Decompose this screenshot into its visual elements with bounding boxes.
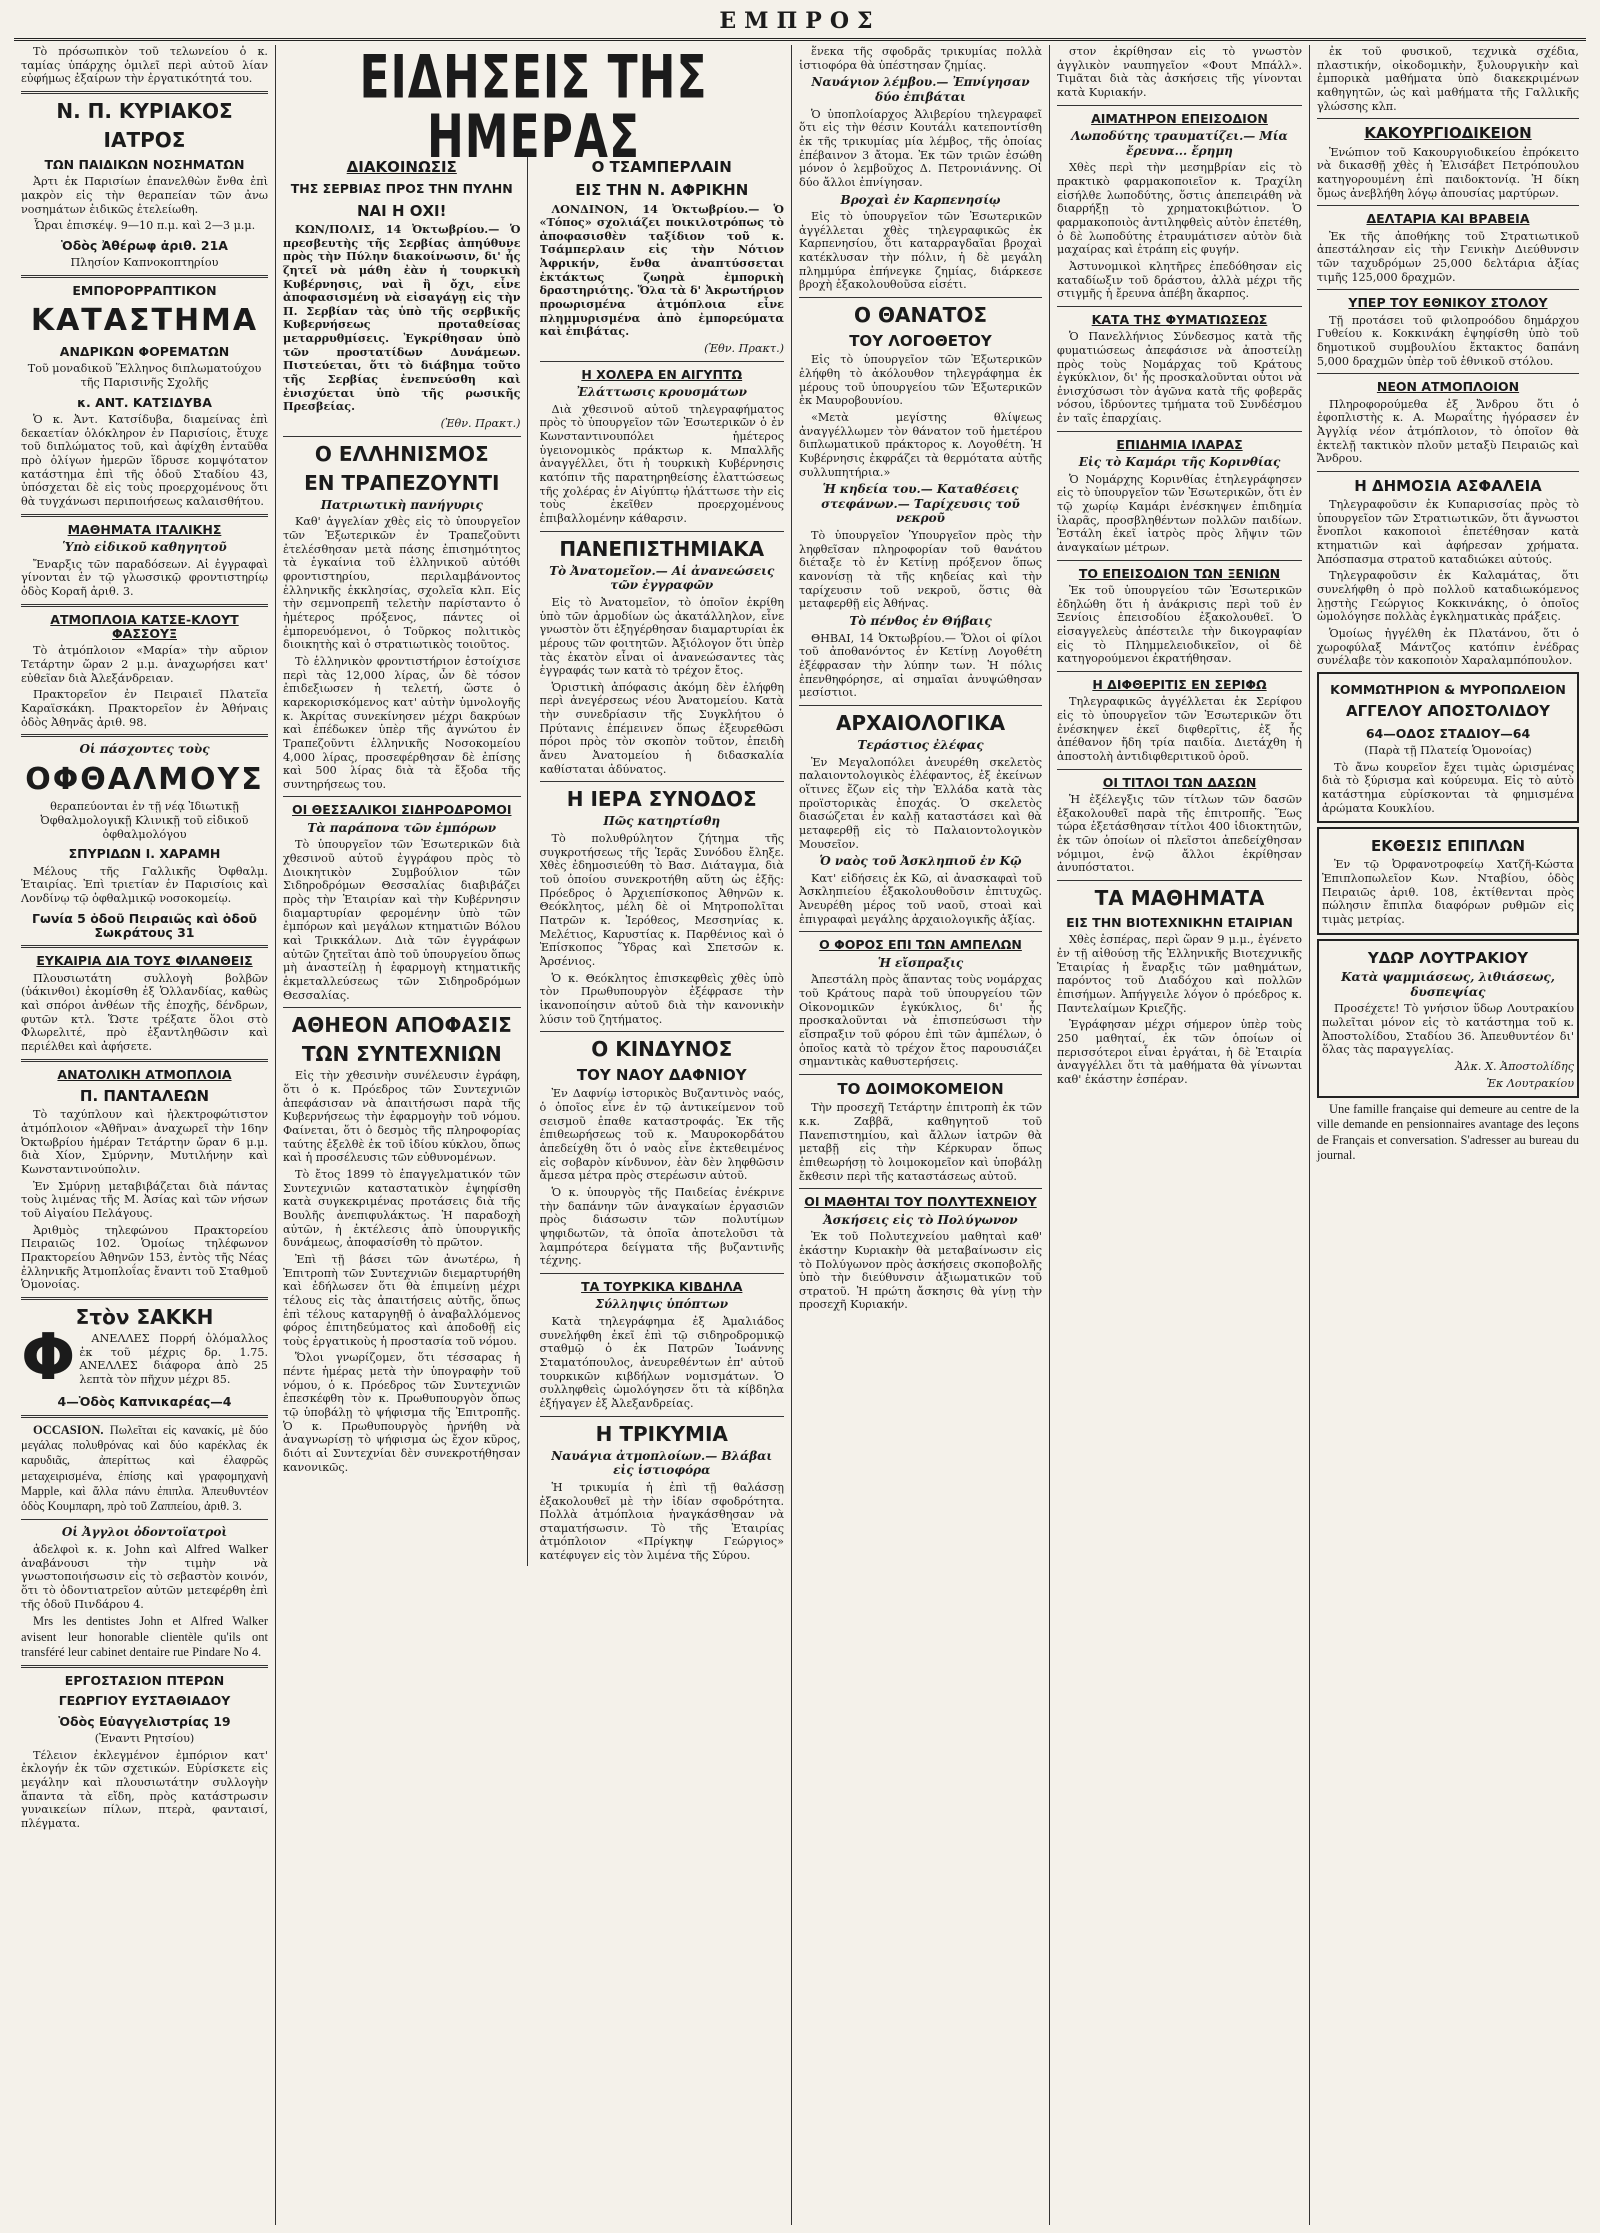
fanel-block	[21, 1320, 268, 1395]
hell-body: Καθ' ἀγγελίαν χθὲς εἰς τὸ ὑπουργεῖον τῶν Ἐξωτερικῶν ἐν Τραπεζοῦντι ἐτελέσθησαν μετὰ πάσης ἐπισημότητος τὰ ἐγκαίνια τοῦ ἑλληνικοῦ αὐτόθι φροντιστηρίου, περιλαμβάνοντος ἑλληνικῆς ἐκκλησίας, σχολεῖα κλπ. Εἰς τὴν σεμνοπρεπῆ τελετὴν παρίσταντο ὁ ἡμέτερος πρόξενος, πάντες οἱ ἐμπορευόμενοι, ὁ Τοῦρκος πολιτικὸς διοικητὴς καὶ ὁ στρατιωτικὸς τοιοῦτος.	[283, 515, 521, 652]
water-signature: Ἀλκ. Χ. Ἀποστολίδης	[1455, 1059, 1574, 1073]
divider	[1057, 431, 1302, 432]
dia-credit: (Ἐθν. Πρακτ.)	[440, 417, 521, 431]
kib-kicker: Σύλληψις ὑπόπτων	[595, 1297, 729, 1312]
divider	[283, 436, 521, 437]
divider	[1057, 105, 1302, 106]
eye-address: Γωνία 5 ὁδοῦ Πειραιῶς καὶ ὁδοῦ Σωκράτους 31	[32, 910, 257, 940]
kyriakos-title: ΙΑΤΡΟΣ	[103, 127, 186, 152]
columns-grid	[14, 45, 1586, 2225]
column-6	[1310, 45, 1586, 2225]
diph-head: Η ΔΙΦΘΕΡΙΤΙΣ ΕΝ ΣΕΡΙΦΩ	[1092, 677, 1267, 693]
wreck-kicker: Ναυάγιον λέμβου.— Ἐπνίγησαν δύο ἐπιβάται	[811, 75, 1030, 104]
asc-kicker: Ὁ ναὸς τοῦ Ἀσκληπιοῦ ἐν Κῷ	[819, 854, 1022, 869]
funeral-kicker: Ἡ κηδεία του.— Καταθέσεις στεφάνων.— Ταρίχευσις τοῦ νεκροῦ	[821, 482, 1020, 526]
court-body: Ἐνώπιον τοῦ Κακουργιοδικείου ἐπρόκειτο νὰ δικασθῇ χθὲς ἡ Ἐλισάβετ Πετρόπουλου κατηγορουμένη ἐπὶ παιδοκτονίᾳ. Ἡ δίκη ὅμως ἀνεβλήθη λόγῳ ἀπουσίας μαρτύρων.	[1317, 145, 1579, 200]
forest-head: ΟΙ ΤΙΤΛΟΙ ΤΩΝ ΔΑΣΩΝ	[1102, 774, 1257, 790]
fever-head: ΕΠΙΔΗΜΙΑ ΙΛΑΡΑΣ	[1116, 436, 1243, 452]
eye-lead: Οἱ πάσχοντες τοὺς	[79, 742, 210, 757]
tric-kicker: Ναυάγια ἀτμοπλοίων.— Βλάβαι εἰς ἱστιοφόρα	[551, 1448, 773, 1478]
ship-body: Τὸ ἀτμόπλοιον «Μαρία» τὴν αὔριον Τετάρτην ὥραν 2 μ.μ. ἀναχωρήσει κατ' εὐθεῖαν διὰ Ἀλεξάνδρειαν.	[21, 644, 268, 685]
col4-lead: ἕνεκα τῆς σφοδρᾶς τρικυμίας πολλὰ ἱστιοφόρα θὰ ὑπέστησαν ζημίας.	[799, 45, 1042, 72]
sec-body3: Ὁμοίως ἠγγέλθη ἐκ Πλατάνου, ὅτι ὁ χωροφύλαξ Μάντζος κατόπιν ἐνέδρας συνέλαβε τὸν κακοποιὸν Χαραλαμπόπουλον.	[1317, 626, 1579, 668]
daf-body: Ἐν Δαφνίῳ ἱστορικὸς Βυζαντινὸς ναός, ὁ ὁποῖος εἶνε ἐν τῷ ἀντικείμενον τοῦ σεισμοῦ ἐπαθε καταστροφάς. Ἐκ τῆς ἐπιθεωρήσεως τοῦ κ. Μαυροκορδάτου ἀπεδείχθη ὅτι ὁ ναὸς εἶνε ἐκτεθειμένος εἰς σοβαρὸν κίνδυνον, ἐὰν δὲν ληφθῶσιν ἄμεσα μέτρα πρὸς στερέωσιν αὐτοῦ.	[539, 1087, 784, 1183]
death-head1: Ο ΘΑΝΑΤΟΣ	[854, 303, 987, 328]
shop-head1: ΚΟΜΜΩΤΗΡΙΟΝ & ΜΥΡΟΠΩΛΕΙΟΝ	[1330, 681, 1566, 697]
math-head1: ΤΑ ΜΑΘΗΜΑΤΑ	[1094, 886, 1265, 910]
poly-kicker: Ἀσκήσεις εἰς τὸ Πολύγωνον	[823, 1212, 1018, 1227]
bulbs-header: ΕΥΚΑΙΡΙΑ ΔΙΑ ΤΟΥΣ ΦΙΛΑΝΘΕΙΣ	[36, 953, 253, 969]
emp-body: Ὁ κ. Ἀντ. Κατσίδυβα, διαμείνας ἐπὶ δεκαετίαν ὁλόκληρον ἐν Παρισίοις, ἔτυχε τοῦ διπλώματος τοῦ, καὶ ἀφίχθη ἐνταῦθα πρὸ ὀλίγων ἡμερῶν ἵδρυσε κομψότατον κατάστημα ἐπὶ τῆς ὁδοῦ Σταδίου 43, ὑπόσχεται δὲ εἰς τοὺς προερχομένους ὅτι θὰ τυγχάνωσι περιποιήσεως καλαισθήτου.	[21, 412, 268, 508]
xen-head: ΤΟ ΕΠΕΙΣΟΔΙΟΝ ΤΩΝ ΞΕΝΙΩΝ	[1078, 565, 1281, 581]
exp-ad	[1317, 827, 1579, 935]
divider	[540, 1416, 785, 1417]
dia-body: ΚΩΝ/ΠΟΛΙΣ, 14 Ὀκτωβρίου.— Ὁ πρεσβευτὴς τῆς Σερβίας ἀπηύθυνε πρὸς τὴν Πύλην διακοίνωσιν, δι' ἧς ζητεῖ νὰ μάθη ἐὰν ἡ τουρκικὴ Κυβέρνησις, ναὶ ἢ ὄχι, εἶνε ἀποφασισμένη νὰ εἰσαγάγῃ εἰς τὴν Π. Σερβίαν τὰς ὑπὸ τῆς σερβικῆς Κυβερνήσεως προταθείσας μεταρρυθμίσεις. Ἐγκρίθησαν ὑπὸ τῶν προστατίδων Δυνάμεων. Πιστεύεται, ὅτι τὸ διάβημα τοῦτο τῆς Σερβίας ἐνεπνεύσθη καὶ ἐνισχύεται ὑπὸ τῆς ρωσικῆς Πρεσβείας.	[283, 221, 521, 414]
arch-kicker: Τεράστιος ἐλέφας	[857, 737, 984, 752]
decis-body2: Τὸ ἔτος 1899 τὸ ἐπαγγελματικόν τῶν Συντεχνιῶν καταστατικὸν ἐψηφίσθη κατὰ συγκεκριμένας προτάσεις διὰ τῆς Βουλῆς ἀνεπιφυλάκτως. Ἡ παραδοχὴ αὐτῶν, ἡ ἐκτέλεσις ἀπὸ ὑπουργικῆς δυνάμεως, ἀποφασίσθη τὸ πρῶτον.	[283, 1167, 521, 1250]
dia-head3: ΝΑΙ Η ΟΧΙ!	[357, 201, 447, 220]
decis-body4: Ὅλοι γνωρίζομεν, ὅτι τέσσαρας ἡ πέντε ἡμέρας μετὰ τὴν ὑπογραφὴν τοῦ νόμου, ὁ κ. Πρόεδρος τῶν Συντεχνιῶν ἐπεσκέφθη τὸν κ. Πρωθυπουργὸν ὅπως τῷ ὑποβάλῃ τὸ ψήφισμα τῆς Ἐπιτροπῆς. Ὁ κ. Πρωθυπουργὸς ἠρνήθη νὰ ἀναγνωρίσῃ τὸ ψήφισμα ὡς ἔχον κῦρος, διότι αἱ Συντεχνίαι δὲν συνεκροτήθησαν κανονικῶς.	[283, 1351, 521, 1474]
math-body: Χθὲς ἑσπέρας, περὶ ὥραν 9 μ.μ., ἐγένετο ἐν τῇ αἰθούσῃ τῆς Ἑλληνικῆς Βιοτεχνικῆς Ἑταιρίας ἡ ἔναρξις τῶν μαθημάτων, παρόντος τοῦ Διαδόχου καὶ πολλῶν ἐπισήμων. Ἀπήγγειλε λόγον ὁ πρόεδρος κ. Παντελαίμων Κριεζῆς.	[1057, 933, 1302, 1015]
tax-body: Ἀπεστάλη πρὸς ἅπαντας τοὺς νομάρχας τοῦ Κράτους παρὰ τοῦ ὑπουργείου τῶν Οἰκονομικῶν ἐγκύκλιος, δι' ἧς προσκαλοῦνται νὰ ἐπισπεύσωσι τὴν εἴσπραξιν τοῦ φόρου ἐπὶ τῶν ἀμπέλων, ὁ ὁποῖος κατὰ τὸ τρέχον ἔτος παρουσιάζει σημαντικὰς καθυστερήσεις.	[799, 973, 1042, 1069]
fever-body: Ὁ Νομάρχης Κορινθίας ἐτηλεγράφησεν εἰς τὸ ὑπουργεῖον τῶν Ἐσωτερικῶν, ὅτι ἐν τῷ χωρίῳ Καμάρι ἐνέσκηψεν ἐπιδημία ἱλαρᾶς, προσβληθέντων πολλῶν παιδίων. Ἐστάλη ἐκεῖ ἰατρὸς πρὸς λῆψιν τῶν ἀναγκαίων μέτρων.	[1057, 472, 1302, 555]
emp-owner: κ. ΑΝΤ. ΚΑΤΣΙΔΥΒΑ	[77, 394, 212, 410]
shop-head2: ΑΓΓΕΛΟΥ ΑΠΟΣΤΟΛΙΔΟΥ	[1346, 702, 1550, 721]
math-header: ΜΑΘΗΜΑΤΑ ΙΤΑΛΙΚΗΣ	[67, 521, 222, 537]
tsamb-credit: (Ἐθν. Πρακτ.)	[704, 342, 784, 356]
sec-body: Τηλεγραφοῦσιν ἐκ Κυπαρισσίας πρὸς τὸ ὑπουργεῖον τῶν Στρατιωτικῶν, ὅτι ἄγνωστοι ἔνοπλοι κακοποιοὶ ἐπετέθησαν κατὰ κτηματιῶν καὶ ἀφήρεσαν χρήματα. Ἀπόσπασμα στρατοῦ καταδιώκει αὐτούς.	[1317, 498, 1579, 566]
big-initial-phi: Φ	[21, 1320, 76, 1395]
wreck-body: Ὁ ὑποπλοίαρχος Ἀλιβερίου τηλεγραφεῖ ὅτι εἰς τὴν θέσιν Κουτάλι κατεποντίσθη ἐκ τῆς τρικυμίας μία λέμβος, τῆς ὁποίας ἐπέβαινον 3 ἄτομα. Ἐκ τῶν τριῶν ἐσώθη μόνον ὁ λεμβοῦχος Δ. Πετρονιάννης. Οἱ δύο ἄλλοι ἐπνίγησαν.	[799, 107, 1042, 189]
decis-head1: ΑΘΗΕΟΝ ΑΠΟΦΑΣΙΣ	[291, 1013, 512, 1038]
eye-title: ΟΦΘΑΛΜΟΥΣ	[25, 761, 264, 797]
divider	[1057, 880, 1302, 881]
navy-body: Τῇ προτάσει τοῦ φιλοπροόδου δημάρχου Γυθείου κ. Κοκκινάκη ἐψηφίσθη ὑπὸ τοῦ δημοτικοῦ συμβουλίου ἔκτακτος δαπάνη 5,000 δραχμῶν ὑπὲρ τοῦ ἐθνικοῦ στόλου.	[1317, 313, 1579, 368]
dia-head1: ΔΙΑΚΟΙΝΩΣΙΣ	[346, 158, 457, 176]
anat-owner: Π. ΠΑΝΤΑΛΕΩΝ	[79, 1087, 210, 1106]
anat-header: ΑΝΑΤΟΛΙΚΗ ΑΤΜΟΠΛΟΙΑ	[57, 1066, 232, 1082]
fanel-body: ΑΝΕΛΛΕΣ Πορρή ὀλόμαλλος ἐκ τοῦ μέχρις δρ. 1.75. ΑΝΕΛΛΕΣ διάφορα ἀπὸ 25 λεπτὰ τὸν πῆχυν μέχρι 85.	[79, 1331, 268, 1386]
fever-kicker: Εἰς τὸ Καμάρι τῆς Κορινθίας	[1078, 455, 1281, 470]
syn-kicker: Πῶς κατηρτίσθη	[603, 814, 721, 829]
daf-head2: ΤΟΥ ΝΑΟΥ ΔΑΦΝΙΟΥ	[576, 1066, 747, 1085]
decis-head2: ΤΩΝ ΣΥΝΤΕΧΝΙΩΝ	[301, 1042, 502, 1067]
dia-head2: ΤΗΣ ΣΕΡΒΙΑΣ ΠΡΟΣ ΤΗΝ ΠΥΛΗΝ	[290, 181, 513, 197]
death-body: Εἰς τὸ ὑπουργεῖον τῶν Ἐξωτερικῶν ἐλήφθη τὸ ἀκόλουθον τηλεγράφημα ἐκ μέρους τοῦ ὑπουργείου τῶν Ἐξωτερικῶν ἐκ Μαυροβουνίου.	[799, 353, 1042, 408]
tb-body: Ὁ Πανελλήνιος Σύνδεσμος κατὰ τῆς φυματιώσεως ἀπεφάσισε νὰ ἀποστείλῃ πρὸς τοὺς Νομάρχας τοῦ Κράτους ἐγκύκλιον, δι' ἧς προσκαλοῦνται οὗτοι νὰ ἐνισχύσωσι τὸν ἀγῶνα κατὰ τῆς φοβερᾶς νόσου, ἱδρύοντες τμήματα τοῦ Συνδέσμου ἐν ταῖς ἐπαρχίαις.	[1057, 330, 1302, 426]
blood-head: ΑΙΜΑΤΗΡΟΝ ΕΠΕΙΣΟΔΙΟΝ	[1091, 110, 1268, 126]
syn-body: Τὸ πολυθρύλητον ζήτημα τῆς συγκροτήσεως τῆς Ἱερᾶς Συνόδου ἔληξε. Χθὲς ἐδημοσιεύθη τὸ Βασ. Διάταγμα, διὰ τοῦ ὁποίου συνεκροτήθη αὕτη ὡς ἑξῆς: Πρόεδρος ὁ Ἀρχιεπίσκοπος Ἀθηνῶν κ. Θεόκλητος, μέλη δὲ οἱ Μητροπολῖται Πατρῶν κ. Ἱερόθεος, Μεσσηνίας κ. Μελέτιος, Καρυστίας κ. Παρθένιος καὶ ὁ Ἐπίσκοπος Ὕδρας καὶ Σπετσῶν κ. Ἀρσένιος.	[539, 832, 784, 968]
eye-sub: θεραπεύονται ἐν τῇ νέᾳ Ἰδιωτικῇ Ὀφθαλμολογικῇ Κλινικῇ τοῦ εἰδικοῦ ὀφθαλμολόγου	[40, 800, 249, 841]
divider	[799, 1074, 1042, 1075]
daf-body2: Ὁ κ. ὑπουργὸς τῆς Παιδείας ἐνέκρινε τὴν δαπάνην τῶν ἀναγκαίων ἐργασιῶν πρὸς διάσωσιν τῶν πολυτίμων ψηφιδωτῶν, τὰ ὁποῖα ἀποτελοῦσι τὰ λαμπρότερα δείγματα τῆς βυζαντινῆς τέχνης.	[539, 1186, 784, 1268]
chol-head: Η ΧΟΛΕΡΑ ΕΝ ΑΙΓΥΠΤΩ	[581, 366, 743, 382]
ship-header: ΑΤΜΟΠΛΟΙΑ ΚΑΤΣΕ-ΚΛΟΥΤ ΦΑΣΣΟΥΞ	[50, 611, 239, 641]
daf-head1: Ο ΚΙΝΔΥΝΟΣ	[591, 1037, 733, 1062]
column-4	[792, 45, 1050, 2225]
asc-body: Κατ' εἰδήσεις ἐκ Κῶ, αἱ ἀνασκαφαὶ τοῦ Ἀσκληπιείου ἐξακολουθοῦσιν ἐπιτυχῶς. Ἀνευρέθη μέρος τοῦ ναοῦ, στοαὶ καὶ ἐπιγραφαὶ μεγάλης ἀρχαιολογικῆς ἀξίας.	[799, 871, 1042, 926]
kib-head: ΤΑ ΤΟΥΡΚΙΚΑ ΚΙΒΔΗΛΑ	[581, 1279, 743, 1294]
univ-head: ΠΑΝΕΠΙΣΤΗΜΙΑΚΑ	[559, 536, 765, 561]
kib-body: Κατὰ τηλεγράφημα ἐξ Ἀμαλιάδος συνελήφθη ἐκεῖ ἐπὶ τῷ σιδηροδρομικῷ σταθμῷ ὁ ἐκ Πατρῶν Ἰωάννης Σταματόπουλος, ἀνευρεθέντων ἐπ' αὐτοῦ τουρκικῶν κιβδήλων νομισμάτων. Ὁ συλληφθεὶς ὡμολόγησεν ὅτι τὰ κίβδηλα ἐξήγαγεν ἐξ Ἀλεξανδρείας.	[539, 1315, 784, 1410]
eye-doctor: ΣΠΥΡΙΔΩΝ Ι. ΧΑΡΑΜΗ	[68, 846, 221, 862]
loan-head: ΔΕΛΤΑΡΙΑ ΚΑΙ ΒΡΑΒΕΙΑ	[1366, 211, 1530, 227]
hell-body2: Τὸ ἑλληνικὸν φροντιστήριον ἐστοίχισε περὶ τὰς 12,000 λίρας, ὧν δὲ τόσον ἐπιδεξιωσεν ἡ τελετή, ὥστε ὁ καρεκορισκόμενος κατ' αὐτὴν ὑμνολογῆς κ. Ἀκρίτας συνεκίνησεν μέχρι δακρύων καὶ ἐπέδωκεν ὑπὲρ τῆς ἀγνώτου ἐν Τραπεζοῦντι ἑλληνικῆς Νοσοκομείου 4,000 λίρας, προσεφέρθησαν δὲ ἐπίσης καὶ 500 λίρας διὰ τὰ ἔξοδα τῆς συντηρήσεως του.	[283, 654, 521, 791]
eye-body: Μέλους τῆς Γαλλικῆς Ὀφθαλμ. Ἑταιρίας. Ἐπὶ τριετίαν ἐν Παρισίοις καὶ Λονδίνῳ τῷ ὀφθαλμικῷ νοσοκομείῳ.	[21, 864, 268, 905]
divider	[21, 734, 268, 737]
forest-body: Ἡ ἐξέλεγξις τῶν τίτλων τῶν δασῶν ἐξακολουθεῖ παρὰ τῆς ἐπιτροπῆς. Ἕως τώρα ἐξετάσθησαν τίτλοι 400 ἰδιοκτητῶν, ἐκ τῶν ὁποίων οἱ πλεῖστοι ἀπεδείχθησαν νόμιμοι, ἐνῷ ἄλλοι ἐκρίθησαν ἀνυπόστατοι.	[1057, 793, 1302, 875]
anat-body: Τὸ ταχύπλουν καὶ ἠλεκτροφώτιστον ἀτμόπλοιον «Ἀθῆναι» ἀναχωρεῖ τὴν 16ην Ὀκτωβρίου ἡμέραν Τετάρτην ὥραν 6 μ.μ. διὰ Χίον, Σμύρνην, Μυτιλήνην καὶ Κωνσταντινούπολιν.	[21, 1108, 268, 1176]
divider	[540, 781, 785, 782]
feather-owner: ΓΕΩΡΓΙΟΥ ΕΥΣΤΑΘΙΑΔΟΥ	[58, 1693, 231, 1709]
fanel-address: 4—Ὁδὸς Καπνικαρέας—4	[57, 1394, 232, 1410]
feather-body: Τέλειον ἐκλεγμένον ἐμπόριον κατ' ἐκλογήν ἐκ τῶν σχετικών. Εὑρίσκετε εἰς μεγάλην καὶ πλουσιωτάτην συλλογὴν ἅπαντα τὰ εἴδη, πρὸς κατάστρωσιν γυναικείων πίλων, πτερὰ, φανταισί, πλέγματα.	[21, 1748, 268, 1831]
math-head2: ΕΙΣ ΤΗΝ ΒΙΟΤΕΧΝΙΚΗΝ ΕΤΑΙΡΙΑΝ	[1066, 915, 1293, 930]
kyriakos-sub: ΤΩΝ ΠΑΙΔΙΚΩΝ ΝΟΣΗΜΑΤΩΝ	[44, 156, 245, 172]
divider	[21, 91, 268, 94]
divider	[799, 931, 1042, 932]
occasion-head: OCCASION.	[33, 1422, 104, 1437]
col6-lead: ἐκ τοῦ φυσικοῦ, τεχνικὰ σχέδια, πλαστικήν, οἰκοδομικὴν, ξυλουργικὴν καὶ ἐμπορικὰ μαθήματα ὑπὸ διακεκριμένων καθηγητῶν, ὡς καὶ μαθήματα τῆς Γαλλικῆς γλώσσης κλπ.	[1317, 45, 1579, 113]
diph-body: Τηλεγραφικῶς ἀγγέλλεται ἐκ Σερίφου εἰς τὸ ὑπουργεῖον τῶν Ἐσωτερικῶν ὅτι ἐνέσκηψεν ἐκεῖ διφθερῖτις, ἐξ ἧς ἀπέθανον ἤδη τρία παιδία. Διετάχθη ἡ ἀποστολὴ ἀντιδιφθεριτικοῦ ὀροῦ.	[1057, 695, 1302, 764]
dent-body: ἀδελφοὶ κ. κ. John καὶ Alfred Walker ἀναβάνουσι τὴν τιμὴν νὰ γνωστοποιήσωσιν εἰς τὸ σεβαστὸν κοινόν, ὅτι τὸ ὀδοντιατρεῖον αὐτῶν μετεφέρθη ἐπὶ τῆς ὁδοῦ Πινδάρου 4.	[21, 1542, 268, 1611]
divider	[1317, 373, 1579, 374]
kyriakos-address: Ὁδὸς Ἀθέρωφ ἀριθ. 21Α	[61, 237, 228, 253]
bulbs-body: Πλουσιωτάτη συλλογὴ βολβῶν (ὑάκινθοι) ἐκομίσθη ἐξ Ὁλλανδίας, καθὼς καὶ σπόροι ἀνθέων τῆς ἐποχῆς, δένδρων, φυτῶν κτλ. Ὥστε τρέξατε ὅλοι στὸ Φλωρελιτέ, πρὸ ἐξαντληθῶσιν καὶ περιέλθει καὶ ἀφήσετε.	[21, 971, 268, 1054]
column-1	[14, 45, 276, 2225]
tric-head: Η ΤΡΙΚΥΜΙΑ	[595, 1421, 728, 1446]
dent-french: Mrs les dentistes John et Alfred Walker avisent leur honorable clientèle qu'ils ont transféré leur cabinet dentaire rue Pindare No 4.	[21, 1614, 268, 1659]
poly-body: Ἐκ τοῦ Πολυτεχνείου μαθηταὶ καθ' ἑκάστην Κυριακὴν θὰ μεταβαίνωσιν εἰς τὸ Πολύγωνον πρὸς ἀσκήσεις σκοποβολῆς ὑπὸ τὴν διεύθυνσιν ἀξιωματικῶν τοῦ στρατοῦ. Ἡ πρώτη ἄσκησις θὰ γίνῃ τὴν προσεχῆ Κυριακήν.	[799, 1230, 1042, 1312]
column-3	[540, 153, 785, 1566]
xen-body: Ἐκ τοῦ ὑπουργείου τῶν Ἐσωτερικῶν ἐδηλώθη ὅτι ἡ ἀνάκρισις περὶ τοῦ ἐν Ξενίοις ἐπεισοδίου ἐξακολουθεῖ. Ὁ εἰσαγγελεὺς ἀπέστειλε τὴν δικογραφίαν εἰς τὸ Πλημμελειοδικεῖον, οἱ δὲ κατηγορούμενοι ἐκρατήθησαν.	[1057, 584, 1302, 666]
math-body2: Ἐγράφησαν μέχρι σήμερον ὑπὲρ τοὺς 250 μαθηταί, ἐκ τῶν ὁποίων οἱ περισσότεροι εἶναι ἐργάται, ἡ δὲ Ἑταιρία ἀναγγέλλει ὅτι τὰ μαθήματα θὰ γίνωνται καθ' ἑκάστην ἑσπέραν.	[1057, 1018, 1302, 1086]
emp-header: ΕΜΠΟΡΟΡΡΑΠΤΙΚΟΝ	[72, 283, 217, 298]
arch-body: Ἐν Μεγαλοπόλει ἀνευρέθη σκελετὸς παλαιοντολογικὸς ἐλέφαντος, ἐξ ἐκείνων οἵτινες ἔζων εἰς τὴν Ἑλλάδα κατὰ τὰς προϊστορικὰς ἐποχάς. Ὁ σκελετὸς διασώζεται ἐν καλῇ καταστάσει καὶ θὰ μεταφερθῇ εἰς τὸ Παλαιοντολογικὸν Μουσεῖον.	[799, 755, 1042, 851]
col5-lead: στον ἐκρίθησαν εἰς τὸ γνωστὸν ἀγγλικὸν ναυπηγεῖον «Φουτ Μπάλλ». Τιμᾶται διὰ τὰς ἀσκήσεις τῆς γίνονται κατὰ Κυριακήν.	[1057, 45, 1302, 99]
court-head: ΚΑΚΟΥΡΓΙΟΔΙΚΕΙΟΝ	[1364, 124, 1532, 143]
divider	[1317, 118, 1579, 119]
hosp-body: Τὴν προσεχῆ Τετάρτην ἐπιτροπὴ ἐκ τῶν κ.κ. Ζαββᾶ, καθηγητοῦ τοῦ Πανεπιστημίου, καὶ ἄλλων ἰατρῶν θὰ μεταβῇ εἰς τὴν Κέρκυραν ὅπως ἐπιθεωρήσῃ τὸ λοιμοκομεῖον καὶ ὑποβάλῃ ἔκθεσιν περὶ τῆς καταστάσεως αὐτοῦ.	[799, 1101, 1042, 1183]
tsamb-head2: ΕΙΣ ΤΗΝ Ν. ΑΦΡΙΚΗΝ	[575, 181, 749, 200]
shop-near: (Παρὰ τῇ Πλατείᾳ Ὁμονοίας)	[1364, 743, 1532, 757]
chol-kicker: Ἐλάττωσις κρουσμάτων	[576, 385, 747, 400]
feather-header: ΕΡΓΟΣΤΑΣΙΟΝ ΠΤΕΡΩΝ	[64, 1673, 225, 1688]
divider	[283, 1007, 521, 1008]
ship-agents: Πρακτορεῖον ἐν Πειραιεῖ Πλατεῖα Καραϊσκάκη. Πρακτορεῖον ἐν Ἀθήναις ὁδὸς Ἀθηνᾶς ἀριθ. 98.	[21, 688, 268, 729]
mourn-body: ΘΗΒΑΙ, 14 Ὀκτωβρίου.— Ὅλοι οἱ φίλοι τοῦ ἀποθανόντος ἐν Κετίνῃ Λογοθέτη ἐξέφρασαν τὴν λύπην των. Ἡ πόλις ἐπενθηφόρησε, αἱ σημαῖαι ἀνυψώθησαν μεσίστιοι.	[799, 631, 1042, 700]
chol-body: Διὰ χθεσινοῦ αὐτοῦ τηλεγραφήματος πρὸς τὸ ὑπουργεῖον τῶν Ἐσωτερικῶν ὁ ἐν Κωνσταντινουπόλει ἡμέτερος ὑγειονομικὸς πράκτωρ κ. Μπαλλῆς ἀναγγέλλει, ὅτι ἡ τουρκικὴ Κυβέρνησις κατόπιν τῆς παρατηρηθείσης ἐλαττώσεως τῆς χολέρας ἐν Αἰγύπτῳ ἠλάττωσε τὴν εἰς τοὺς ἐκεῖθεν προερχομένους ἐπιβαλλομένην κάθαρσιν.	[539, 402, 784, 525]
divider	[21, 275, 268, 278]
decis-body3: Ἐπὶ τῇ βάσει τῶν ἀνωτέρω, ἡ Ἐπιτροπὴ τῶν Συντεχνιῶν διεμαρτυρήθη καὶ ἐδήλωσεν ὅτι θὰ ἐπιμείνῃ μέχρι τέλους εἰς τὰς ἀπαιτήσεις αὐτῆς, ὅπως ἐπὶ τέλους καταργηθῇ ὁ ἀναβαλλόμενος φόρος ἐπιτηδεύματος καὶ ἀποδοθῇ εἰς τοὺς ἐργατικοὺς ἡ προστασία τοῦ νόμου.	[283, 1252, 521, 1348]
univ-body2: Ὁριστικὴ ἀπόφασις ἀκόμη δὲν ἐλήφθη περὶ ἀνεγέρσεως νέου Ἀνατομείου. Κατὰ τὴν συνεδρίασιν τῆς Συγκλήτου ὁ Πρύτανις ἐπέμεινεν ὅπως ἐξευρεθῶσι πόροι πρὸς τὸν σκοπὸν τοῦτον, ἐπειδὴ ἄνευ Ἀνατομείου ἡ διδασκαλία καθίσταται ἀδύνατος.	[539, 680, 784, 776]
masthead: ΕΜΠΡΟΣ	[14, 8, 1586, 41]
arch-head: ΑΡΧΑΙΟΛΟΓΙΚΑ	[835, 710, 1006, 735]
divider	[1317, 471, 1579, 472]
divider	[21, 945, 268, 948]
ship-head: ΝΕΟΝ ΑΤΜΟΠΛΟΙΟΝ	[1376, 379, 1520, 395]
kyriakos-near: Πλησίον Καπνοκοπτηρίου	[70, 256, 219, 270]
water-body: Προσέχετε! Τὸ γνήσιον ὕδωρ Λουτρακίου πωλεῖται μόνον εἰς τὸ κατάστημα τοῦ κ. Ἀποστολίδου, Σταδίου 36. Ἀπευθυντέον δι' ὅλας τὰς παραγγελίας.	[1322, 1002, 1574, 1057]
sakki-lead: Στὸν	[75, 1304, 130, 1329]
water-signature2: Ἐκ Λουτρακίου	[1486, 1076, 1574, 1090]
kyriakos-hours: Ὧραι ἐπισκέψ. 9—10 π.μ. καὶ 2—3 μ.μ.	[33, 219, 256, 233]
ship-body: Πληροφορούμεθα ἐξ Ἄνδρου ὅτι ὁ ἐφοπλιστὴς κ. Α. Μωραΐτης ἠγόρασεν ἐν Ἀγγλίᾳ νέον ἀτμόπλοιον, τὸ ὁποῖον θὰ ἐκτελῇ τακτικὸν πλοῦν μεταξὺ Πειραιῶς καὶ Ἄνδρου.	[1317, 397, 1579, 466]
emp-sub2: Τοῦ μοναδικοῦ Ἕλληνος διπλωματούχου τῆς Παρισινῆς Σχολῆς	[27, 362, 262, 389]
hosp-head: ΤΟ ΔΟΙΜΟΚΟΜΕΙΟΝ	[837, 1080, 1004, 1098]
navy-head: ΥΠΕΡ ΤΟΥ ΕΘΝΙΚΟΥ ΣΤΟΛΟΥ	[1348, 295, 1548, 311]
tax-kicker: Ἡ εἴσπραξις	[877, 955, 964, 970]
divider	[540, 1273, 785, 1274]
divider	[799, 297, 1042, 298]
sec-body2: Τηλεγραφοῦσιν ἐκ Καλαμάτας, ὅτι συνελήφθη ὁ πρὸ πολλοῦ καταδιωκόμενος λῃστὴς Γεώργιος Κοκκινάκης, ὁ ὁποῖος ὡμολόγησε πολλὰς ἐγκληματικὰς πράξεις.	[1317, 569, 1579, 624]
shop-ad	[1317, 672, 1579, 823]
tb-head: ΚΑΤΑ ΤΗΣ ΦΥΜΑΤΙΩΣΕΩΣ	[1091, 311, 1268, 327]
feather-near: (Ἐναντι Ρητσίου)	[94, 1732, 195, 1746]
anat-body2: Ἐν Σμύρνῃ μεταβιβάζεται διὰ πάντας τοὺς λιμένας τῆς Μ. Ἀσίας καὶ τῶν νήσων τοῦ Αἰγαίου Πελάγους.	[21, 1179, 268, 1220]
divider	[540, 361, 785, 362]
loan-body: Ἐκ τῆς ἀποθήκης τοῦ Στρατιωτικοῦ ἀπεστάλησαν εἰς τὴν Γενικὴν Διεύθυνσιν τῶν ταχυδρόμων 25,000 δελτάρια ἀξίας τιμῆς 125,000 δραχμῶν.	[1317, 229, 1579, 284]
blood-body2: Ἀστυνομικοὶ κλητῆρες ἐπεδόθησαν εἰς καταδίωξιν τοῦ δράστου, ἀλλὰ μέχρι τῆς στιγμῆς ἡ ἔρευνα ἀπέβη ἄκαρπος.	[1057, 259, 1302, 301]
occasion-body: Πωλεῖται εἰς κανακίς, μὲ δύο μεγάλας πολυθρόνας καὶ δύο καρέκλας ἐκ καρυδιᾶς, ἀπερίττως καὶ ἐλαφρῶς μεταχειρισμένα, ἐπίσης καὶ γραφομηχανὴ Mapple, καὶ ἄλλα πάνυ ἐπιπλα. Ἀπευθυντέον ὁδὸς Κουμπαρη, πρὸ τοῦ Ζαππείου, ἀριθ. 3.	[21, 1422, 269, 1514]
feather-address: Ὁδὸς Εὐαγγελιστρίας 19	[58, 1713, 231, 1729]
syn-body2: Ὁ κ. Θεόκλητος ἐπισκεφθεὶς χθὲς ὑπὸ τὸν Πρωθυπουργὸν ἐξέφρασε τὴν ἱκανοποίησιν αὐτοῦ διὰ τὴν κανονικὴν λύσιν τοῦ ζητήματος.	[539, 971, 784, 1026]
intro-text: Τὸ πρόσωπικὸν τοῦ τελωνείου ὁ κ. ταμίας ὑπάρχης ὁμιλεῖ περὶ αὐτοῦ λίαν εὐφήμως ἐξαίρων τὴν ἐργατικότητά του.	[21, 45, 268, 86]
divider	[21, 514, 268, 517]
thes-kicker: Τὰ παράπονα τῶν ἐμπόρων	[307, 820, 497, 835]
banner-headline: ΕΙΔΗΣΕΙΣ ΤΗΣ ΗΜΕΡΑΣ	[359, 45, 708, 172]
decis-body: Εἰς τὴν χθεσινὴν συνέλευσιν ἐγράφη, ὅτι ὁ κ. Πρόεδρος τῶν Συντεχνιῶν ἀπεφάσισαν νὰ ἀπαιτήσωσι παρὰ τῆς Κυβερνήσεως τὴν ἐφαρμογὴν τοῦ νόμου. Φαίνεται, ὅτι ὁ δεσμὸς τῆς πληροφορίας ταύτης ἐξελθὲ ἐκ τοῦ ἰδίου κύκλου, ὅπως καὶ ἡ προσέλευσις τῶν εὐθυνομένων.	[283, 1069, 521, 1165]
math-body: Ἔναρξις τῶν παραδόσεων. Αἱ ἐγγραφαὶ γίνονται ἐν τῷ γλωσσικῷ φροντιστηρίῳ ὁδὸς Κοραῆ ἀριθ. 3.	[21, 557, 268, 598]
mourn-kicker: Τὸ πένθος ἐν Θήβαις	[849, 614, 992, 629]
news-subgrid	[283, 153, 784, 1566]
shop-body: Τὸ ἄνω κουρεῖον ἔχει τιμὰς ὡρισμένας διὰ τὸ ξύρισμα καὶ κούρευμα. Εἰς τὸ αὐτὸ κατάστημα εὑρίσκονται τὰ φημισμένα ἀρώματα Κουκλίου.	[1322, 760, 1574, 815]
death-body2: «Μετὰ μεγίστης θλίψεως ἀναγγέλλωμεν τὸν θάνατον τοῦ ἡμετέρου διπλωματικοῦ πράκτορος κ. Λογοθέτη. Ἡ Κυβέρνησις ἐκφράζει τὰ θερμότατα αὐτῆς συλλυπητήρια.»	[799, 410, 1042, 479]
tsamb-head1: Ο ΤΣΑΜΠΕΡΛΑΙΝ	[591, 158, 732, 176]
divider	[1057, 769, 1302, 770]
divider	[21, 1519, 268, 1520]
news-spread	[276, 45, 792, 2225]
blood-kicker: Λωποδύτης τραυματίζει.— Μία ἔρευνα... ἔρημη	[1071, 129, 1288, 158]
divider	[1317, 289, 1579, 290]
hell-kicker: Πατριωτικὴ πανήγυρις	[320, 497, 483, 512]
hell-head2: ΕΝ ΤΡΑΠΕΖΟΥΝΤΙ	[304, 470, 500, 495]
water-kicker: Κατὰ ψαμμιάσεως, λιθιάσεως, δυσπεψίας	[1341, 970, 1555, 999]
univ-kicker: Τὸ Ἀνατομεῖον.— Αἱ ἀνανεώσεις τῶν ἐγγραφῶν	[549, 563, 775, 593]
shop-address: 64—ΟΔΟΣ ΣΤΑΔΙΟΥ—64	[1365, 725, 1531, 741]
sec-head: Η ΔΗΜΟΣΙΑ ΑΣΦΑΛΕΙΑ	[1354, 476, 1542, 495]
poly-head: ΟΙ ΜΑΘΗΤΑΙ ΤΟΥ ΠΟΛΥΤΕΧΝΕΙΟΥ	[804, 1194, 1037, 1210]
kyriakos-name: Ν. Π. ΚΥΡΙΑΚΟΣ	[56, 98, 233, 123]
sakki-title: ΣΑΚΚΗ	[136, 1304, 214, 1329]
rain-body: Εἰς τὸ ὑπουργεῖον τῶν Ἐσωτερικῶν ἀγγέλλεται χθὲς τηλεγραφικῶς ἐκ Καρπενησίου, ὅτι καταρραγδαῖαι βροχαὶ κατέκλυσαν τὴν πόλιν, ἡ δὲ μεγάλη πλημμύρα ἐπήνεγκε ζημίας, διάρκεσε βροχὴ ἐξακολουθοῦσα εἰσέτι.	[799, 210, 1042, 292]
divider	[21, 1059, 268, 1062]
exp-body: Ἐν τῷ Ὀρφανοτροφείῳ Χατζῆ-Κώστα Ἐπιπλοπωλεῖον Κων. Νταβίου, ὁδὸς Πειραιῶς ἀριθ. 108, ἐκτίθενται πρὸς πώλησιν ἔπιπλα διαφόρων ρυθμῶν εἰς τιμὰς μετρίας.	[1322, 858, 1574, 927]
tax-head: Ο ΦΟΡΟΣ ΕΠΙ ΤΩΝ ΑΜΠΕΛΩΝ	[819, 937, 1022, 953]
anat-agent: Ἀριθμὸς τηλεφώνου Πρακτορείου Πειραιῶς 102. Ὁμοίως τηλέφωνον Πρακτορείου Ἀθηνῶν 153, ἐντὸς τῆς Νέας ἐλληνικῆς Ἀτμοπλοΐας ἔναντι τοῦ Σταθμοῦ Ὁμονοίας.	[21, 1223, 268, 1292]
thes-body: Τὸ ὑπουργεῖον τῶν Ἐσωτερικῶν διὰ χθεσινοῦ αὐτοῦ ἐγγράφου πρὸς τὸ Διοικητικὸν Συμβούλιον τῶν Σιδηροδρόμων Θεσσαλίας διαβιβάζει πρὸς τὴν Ἑταιρίαν καὶ τὴν Κυβέρνησιν διαμαρτυρίαν φερομένην ὑπὸ τῶν ἐμπόρων καὶ μεγάλων κτηματιῶν Βόλου καὶ Τρικκάλων. Διὰ τῶν ἐγγράφων αὐτῶν ζητεῖται ἀπὸ τοῦ ὑπουργείου ὅπως μὴ ἀναστείλῃ ἡ ἐφαρμογὴ κτηματικῆς ἐκμεταλλεύσεως τῶν Σιδηροδρόμων Θεσσαλίας.	[283, 838, 521, 1002]
funeral-body: Τὸ ὑπουργεῖον Ὑπουργεῖον πρὸς τὴν ληφθεῖσαν πληροφορίαν τοῦ θανάτου διέταξε τὸ ἐν Κετίνῃ πρόξενον ὅπως κανονίσῃ τὰ τῆς κηδείας καὶ τὴν ταρίχευσιν τοῦ νεκροῦ, ὅστις θὰ μεταφερθῇ εἰς Ἀθήνας.	[799, 529, 1042, 611]
divider	[1057, 671, 1302, 672]
blood-body: Χθὲς περὶ τὴν μεσημβρίαν εἰς τὸ πρακτικὸ φαρμακοποιεῖον κ. Τραχίλη εἰσήλθε λωποδύτης, ὅστις ἀπεπειράθη νὰ διαρρήξῃ τὸ χρηματοκιβώτιον. Ὁ φαρμακοποιὸς ἀντιληφθεὶς αὐτὸν ἐπετέθη, ὁ δὲ λωποδύτης ἐτραυμάτισεν αὐτὸν διὰ μαχαίρας καὶ ἐτράπη εἰς φυγήν.	[1057, 161, 1302, 257]
divider	[21, 1665, 268, 1668]
tsamb-body: ΛΟΝΔΙΝΟΝ, 14 Ὀκτωβρίου.— Ὁ «Τόπος» σχολιάζει ποικιλοτρόπως τὸ ἀποφασισθὲν ταξίδιον τοῦ κ. Τσάμπερλαιν εἰς τὴν Νότιον Ἀφρικήν, ἔνθα ἀναπτύσσεται ἐκτάκτως ζωηρὰ ἐμπορικὴ δραστηριότης. Ὅλα τὰ δ' Ἀκρωτήριον προωρισμένα ἀτμόπλοια εἶνε πλημμυρισμένα ἀπὸ ἐμπορεύματα καὶ ἐπιβάτας.	[539, 201, 784, 339]
thes-head: ΟΙ ΘΕΣΣΑΛΙΚΟΙ ΣΙΔΗΡΟΔΡΟΜΟΙ	[292, 802, 512, 818]
kyriakos-body: Ἀρτι ἐκ Παρισίων ἐπανελθὼν ἔνθα ἐπὶ μακρὸν εἰς τὴν θεραπείαν τῶν ἀνω νοσημάτων ἐιδικῶς ἐτελείωθη.	[21, 175, 268, 216]
water-head: ΥΔΩΡ ΛΟΥΤΡΑΚΙΟΥ	[1367, 948, 1529, 967]
divider	[283, 796, 521, 797]
divider	[21, 1297, 268, 1300]
univ-body: Εἰς τὸ Ἀνατομεῖον, τὸ ὁποῖον ἐκρίθη ὑπὸ τῶν ἀρμοδίων ὡς ἀκατάλληλον, εἶνε γνωστὸν ὅτι ἐξηγέρθησαν διαμαρτυρίαι ἐκ μέρους τῶν φοιτητῶν. Ἀξιόλογον ὅτι ὑπὲρ τὰς ἐκατὸν εἶναι οἱ ἀνανεώσαντες τὰς ἐγγραφάς των κατὰ τὸ τρέχον ἔτος.	[539, 595, 784, 678]
column-5	[1050, 45, 1310, 2225]
hell-head1: Ο ΕΛΛΗΝΙΣΜΟΣ	[314, 441, 489, 466]
column-2	[283, 153, 528, 1566]
french-ad: Une famille française qui demeure au centre de la ville demande en pensionnaires avantage des leçons de Français et conversation. S'adresser au bureau du journal.	[1317, 1102, 1579, 1162]
divider	[1057, 560, 1302, 561]
divider	[1057, 306, 1302, 307]
divider	[540, 531, 785, 532]
water-ad	[1317, 939, 1579, 1098]
tric-body: Ἡ τρικυμία ἡ ἐπὶ τῇ θαλάσσῃ ἐξακολουθεῖ μὲ τὴν ἰδίαν σφοδρότητα. Πολλὰ ἀτμόπλοια ἠναγκάσθησαν νὰ σταματήσωσιν. Τὸ τῆς Ἑταιρίας ἀτμόπλοιον «Πρίγκηψ Γεώργιος» κατέφυγεν εἰς τὸν λιμένα τῆς Σύρου.	[539, 1480, 784, 1563]
emp-title: ΚΑΤΑΣΤΗΜΑ	[30, 303, 259, 339]
occasion-ad	[21, 1423, 268, 1515]
death-head2: ΤΟΥ ΛΟΓΟΘΕΤΟΥ	[849, 332, 992, 351]
divider	[1317, 205, 1579, 206]
emp-sub: ΑΝΔΡΙΚΩΝ ΦΟΡΕΜΑΤΩΝ	[59, 343, 230, 359]
rain-kicker: Βροχαὶ ἐν Καρπενησίῳ	[840, 192, 1001, 207]
dent-head: Οἱ Ἀγγλοι ὀδοντοϊατροὶ	[61, 1525, 228, 1540]
divider	[799, 1188, 1042, 1189]
divider	[799, 705, 1042, 706]
divider	[21, 604, 268, 607]
divider	[21, 1415, 268, 1418]
exp-head: ΕΚΘΕΣΙΣ ΕΠΙΠΛΩΝ	[1370, 837, 1525, 856]
syn-head: Η ΙΕΡΑ ΣΥΝΟΔΟΣ	[566, 787, 757, 812]
math-sub: Ὑπὸ εἰδικοῦ καθηγητοῦ	[62, 539, 227, 554]
divider	[540, 1031, 785, 1032]
